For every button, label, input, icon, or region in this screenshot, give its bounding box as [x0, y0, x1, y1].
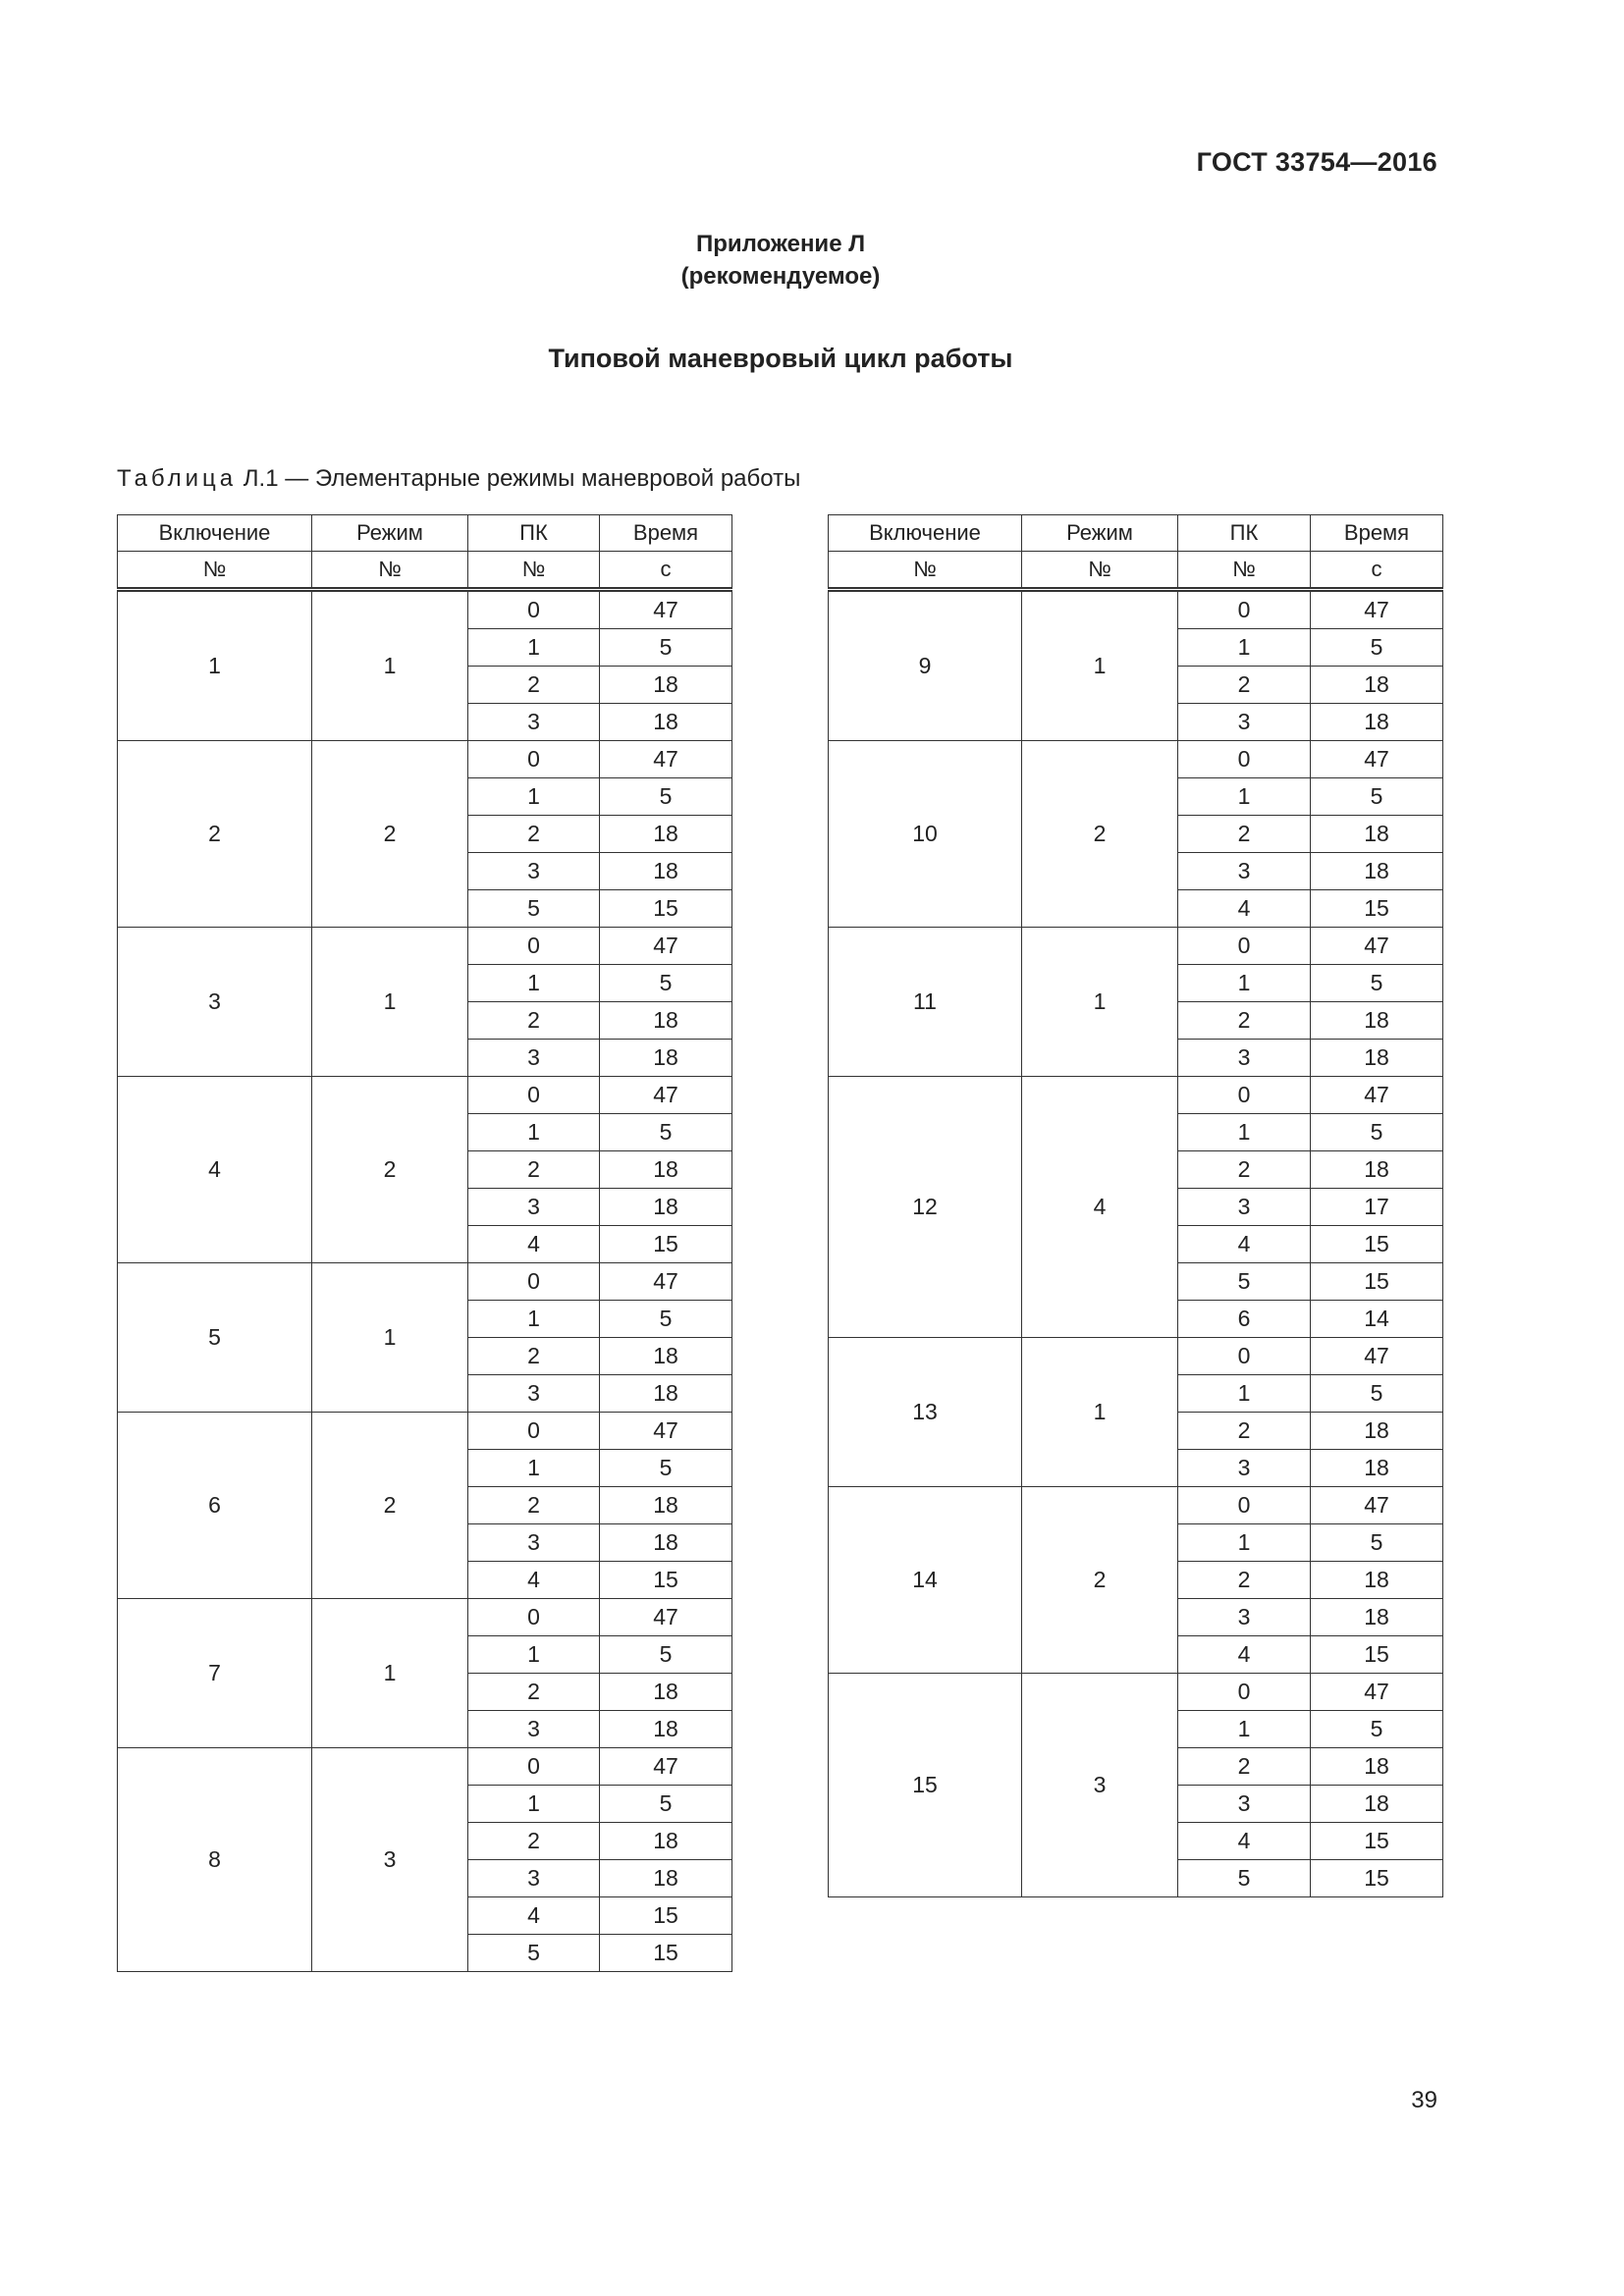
- pk-cell: 4: [1178, 1636, 1311, 1674]
- pk-cell: 2: [1178, 1748, 1311, 1786]
- column-header: ПК: [1178, 515, 1311, 552]
- unit-row: [118, 552, 732, 590]
- pk-cell: 2: [1178, 1002, 1311, 1040]
- column-unit: №: [1022, 552, 1178, 590]
- time-cell: 15: [1311, 1860, 1443, 1897]
- time-cell: 18: [1311, 704, 1443, 741]
- inclusion-cell: 11: [829, 928, 1022, 1077]
- pk-cell: 4: [468, 1226, 600, 1263]
- time-cell: 15: [600, 1897, 732, 1935]
- time-cell: 18: [600, 667, 732, 704]
- column-header: ПК: [468, 515, 600, 552]
- table-row: [118, 1599, 732, 1636]
- column-unit: с: [600, 552, 732, 590]
- pk-cell: 2: [468, 816, 600, 853]
- time-cell: 18: [600, 1151, 732, 1189]
- pk-cell: 4: [468, 1562, 600, 1599]
- pk-cell: 0: [468, 1077, 600, 1114]
- time-cell: 18: [600, 1189, 732, 1226]
- time-cell: 18: [1311, 853, 1443, 890]
- time-cell: 15: [600, 1226, 732, 1263]
- table-row: [829, 741, 1443, 778]
- time-cell: 18: [600, 1002, 732, 1040]
- column-header: Время: [1311, 515, 1443, 552]
- column-unit: с: [1311, 552, 1443, 590]
- table-row: [829, 928, 1443, 965]
- table-row: [118, 1263, 732, 1301]
- time-cell: 18: [1311, 1562, 1443, 1599]
- pk-cell: 1: [1178, 1114, 1311, 1151]
- pk-cell: 0: [1178, 590, 1311, 629]
- time-cell: 18: [1311, 1413, 1443, 1450]
- mode-cell: 2: [312, 741, 468, 928]
- pk-cell: 3: [1178, 1599, 1311, 1636]
- pk-cell: 5: [468, 890, 600, 928]
- time-cell: 47: [600, 1263, 732, 1301]
- pk-cell: 1: [1178, 1711, 1311, 1748]
- pk-cell: 3: [1178, 1189, 1311, 1226]
- column-unit: №: [468, 552, 600, 590]
- appendix-status: (рекомендуемое): [680, 263, 881, 290]
- table-row: [829, 590, 1443, 629]
- time-cell: 18: [600, 1524, 732, 1562]
- time-cell: 18: [1311, 1450, 1443, 1487]
- pk-cell: 2: [1178, 1562, 1311, 1599]
- table-row: [829, 1487, 1443, 1524]
- table-row: [118, 1077, 732, 1114]
- time-cell: 18: [1311, 667, 1443, 704]
- inclusion-cell: 3: [118, 928, 312, 1077]
- time-cell: 18: [600, 853, 732, 890]
- pk-cell: 3: [1178, 1450, 1311, 1487]
- time-cell: 15: [600, 890, 732, 928]
- table-caption-text: Л.1 — Элементарные режимы маневровой работы: [243, 465, 801, 492]
- time-cell: 15: [1311, 1226, 1443, 1263]
- mode-cell: 3: [312, 1748, 468, 1972]
- time-cell: 18: [1311, 1599, 1443, 1636]
- pk-cell: 4: [1178, 1226, 1311, 1263]
- inclusion-cell: 5: [118, 1263, 312, 1413]
- pk-cell: 5: [1178, 1860, 1311, 1897]
- pk-cell: 1: [1178, 1375, 1311, 1413]
- time-cell: 47: [1311, 1487, 1443, 1524]
- time-cell: 18: [600, 1040, 732, 1077]
- time-cell: 18: [1311, 1748, 1443, 1786]
- time-cell: 47: [1311, 1077, 1443, 1114]
- pk-cell: 3: [1178, 1786, 1311, 1823]
- table-row: [118, 1413, 732, 1450]
- time-cell: 18: [1311, 1786, 1443, 1823]
- inclusion-cell: 12: [829, 1077, 1022, 1338]
- inclusion-cell: 13: [829, 1338, 1022, 1487]
- time-cell: 15: [1311, 1823, 1443, 1860]
- time-cell: 47: [1311, 1338, 1443, 1375]
- inclusion-cell: 15: [829, 1674, 1022, 1897]
- time-cell: 47: [600, 1077, 732, 1114]
- section-title: Типовой маневровый цикл работы: [548, 344, 1013, 373]
- table-row: [829, 1077, 1443, 1114]
- time-cell: 18: [1311, 1151, 1443, 1189]
- time-cell: 5: [600, 1450, 732, 1487]
- time-cell: 5: [600, 629, 732, 667]
- table-right-body: [829, 590, 1443, 1897]
- inclusion-cell: 2: [118, 741, 312, 928]
- inclusion-cell: 7: [118, 1599, 312, 1748]
- mode-cell: 1: [1022, 928, 1178, 1077]
- appendix-heading: [0, 228, 1561, 293]
- mode-cell: 1: [312, 928, 468, 1077]
- pk-cell: 2: [468, 1823, 600, 1860]
- column-unit: №: [1178, 552, 1311, 590]
- time-cell: 18: [600, 1860, 732, 1897]
- time-cell: 47: [600, 1413, 732, 1450]
- pk-cell: 1: [468, 1114, 600, 1151]
- mode-cell: 1: [312, 590, 468, 741]
- pk-cell: 3: [468, 1375, 600, 1413]
- pk-cell: 4: [1178, 1823, 1311, 1860]
- pk-cell: 1: [1178, 629, 1311, 667]
- pk-cell: 1: [468, 1301, 600, 1338]
- pk-cell: 2: [1178, 1413, 1311, 1450]
- column-header: Время: [600, 515, 732, 552]
- pk-cell: 1: [468, 1786, 600, 1823]
- time-cell: 47: [600, 1599, 732, 1636]
- column-unit: №: [312, 552, 468, 590]
- time-cell: 5: [600, 965, 732, 1002]
- time-cell: 47: [600, 741, 732, 778]
- pk-cell: 0: [468, 1748, 600, 1786]
- table-caption-label: Таблица: [117, 465, 238, 492]
- time-cell: 18: [600, 1487, 732, 1524]
- time-cell: 5: [1311, 629, 1443, 667]
- pk-cell: 0: [1178, 741, 1311, 778]
- inclusion-cell: 8: [118, 1748, 312, 1972]
- inclusion-cell: 6: [118, 1413, 312, 1599]
- mode-cell: 1: [1022, 590, 1178, 741]
- table-right: [828, 514, 1443, 1897]
- header-row: [118, 515, 732, 552]
- time-cell: 47: [1311, 1674, 1443, 1711]
- time-cell: 17: [1311, 1189, 1443, 1226]
- pk-cell: 2: [1178, 667, 1311, 704]
- time-cell: 47: [1311, 741, 1443, 778]
- time-cell: 5: [600, 1301, 732, 1338]
- time-cell: 18: [600, 704, 732, 741]
- time-cell: 5: [600, 778, 732, 816]
- pk-cell: 3: [1178, 1040, 1311, 1077]
- pk-cell: 4: [1178, 890, 1311, 928]
- pk-cell: 1: [468, 778, 600, 816]
- table-row: [118, 928, 732, 965]
- time-cell: 5: [600, 1786, 732, 1823]
- table-left: [117, 514, 732, 1972]
- table-row: [118, 741, 732, 778]
- pk-cell: 1: [468, 1450, 600, 1487]
- time-cell: 18: [600, 1674, 732, 1711]
- time-cell: 18: [1311, 816, 1443, 853]
- pk-cell: 1: [1178, 965, 1311, 1002]
- pk-cell: 3: [468, 1189, 600, 1226]
- table-caption: [117, 465, 800, 493]
- pk-cell: 0: [1178, 1338, 1311, 1375]
- time-cell: 47: [1311, 590, 1443, 629]
- time-cell: 15: [1311, 890, 1443, 928]
- time-cell: 47: [600, 1748, 732, 1786]
- inclusion-cell: 10: [829, 741, 1022, 928]
- pk-cell: 2: [468, 667, 600, 704]
- pk-cell: 2: [468, 1002, 600, 1040]
- unit-row: [829, 552, 1443, 590]
- pk-cell: 1: [468, 1636, 600, 1674]
- pk-cell: 1: [468, 629, 600, 667]
- mode-cell: 2: [312, 1413, 468, 1599]
- header-row: [829, 515, 1443, 552]
- table-row: [118, 1748, 732, 1786]
- time-cell: 18: [1311, 1040, 1443, 1077]
- inclusion-cell: 14: [829, 1487, 1022, 1674]
- pk-cell: 3: [468, 1040, 600, 1077]
- time-cell: 5: [1311, 965, 1443, 1002]
- mode-cell: 3: [1022, 1674, 1178, 1897]
- pk-cell: 1: [1178, 778, 1311, 816]
- pk-cell: 3: [468, 704, 600, 741]
- time-cell: 5: [1311, 1711, 1443, 1748]
- column-header: Режим: [1022, 515, 1178, 552]
- inclusion-cell: 4: [118, 1077, 312, 1263]
- pk-cell: 2: [468, 1338, 600, 1375]
- time-cell: 18: [600, 1375, 732, 1413]
- table-left-body: [118, 590, 732, 1972]
- pk-cell: 5: [1178, 1263, 1311, 1301]
- time-cell: 5: [600, 1636, 732, 1674]
- time-cell: 47: [600, 590, 732, 629]
- time-cell: 18: [1311, 1002, 1443, 1040]
- time-cell: 15: [600, 1935, 732, 1972]
- time-cell: 15: [600, 1562, 732, 1599]
- time-cell: 5: [1311, 778, 1443, 816]
- time-cell: 15: [1311, 1636, 1443, 1674]
- column-unit: №: [829, 552, 1022, 590]
- time-cell: 14: [1311, 1301, 1443, 1338]
- column-header: Включение: [118, 515, 312, 552]
- pk-cell: 3: [468, 1711, 600, 1748]
- pk-cell: 0: [468, 590, 600, 629]
- table-row: [829, 1338, 1443, 1375]
- column-unit: №: [118, 552, 312, 590]
- mode-cell: 1: [312, 1263, 468, 1413]
- time-cell: 5: [600, 1114, 732, 1151]
- pk-cell: 6: [1178, 1301, 1311, 1338]
- appendix-title: Приложение Л: [695, 231, 866, 257]
- column-header: Режим: [312, 515, 468, 552]
- pk-cell: 0: [468, 741, 600, 778]
- time-cell: 18: [600, 816, 732, 853]
- pk-cell: 3: [1178, 853, 1311, 890]
- pk-cell: 3: [468, 1524, 600, 1562]
- mode-cell: 2: [1022, 1487, 1178, 1674]
- pk-cell: 3: [468, 1860, 600, 1897]
- time-cell: 5: [1311, 1114, 1443, 1151]
- mode-cell: 1: [312, 1599, 468, 1748]
- time-cell: 18: [600, 1338, 732, 1375]
- pk-cell: 0: [468, 1599, 600, 1636]
- pk-cell: 0: [468, 928, 600, 965]
- inclusion-cell: 1: [118, 590, 312, 741]
- pk-cell: 1: [1178, 1524, 1311, 1562]
- pk-cell: 0: [1178, 1487, 1311, 1524]
- pk-cell: 4: [468, 1897, 600, 1935]
- table-row: [118, 590, 732, 629]
- page-number: 39: [1411, 2087, 1437, 2113]
- time-cell: 18: [600, 1823, 732, 1860]
- pk-cell: 5: [468, 1935, 600, 1972]
- time-cell: 47: [1311, 928, 1443, 965]
- mode-cell: 1: [1022, 1338, 1178, 1487]
- time-cell: 15: [1311, 1263, 1443, 1301]
- pk-cell: 2: [1178, 816, 1311, 853]
- pk-cell: 3: [1178, 704, 1311, 741]
- pk-cell: 0: [468, 1413, 600, 1450]
- column-header: Включение: [829, 515, 1022, 552]
- inclusion-cell: 9: [829, 590, 1022, 741]
- pk-cell: 2: [468, 1487, 600, 1524]
- time-cell: 5: [1311, 1375, 1443, 1413]
- mode-cell: 4: [1022, 1077, 1178, 1338]
- pk-cell: 0: [1178, 1077, 1311, 1114]
- pk-cell: 2: [468, 1151, 600, 1189]
- mode-cell: 2: [1022, 741, 1178, 928]
- pk-cell: 1: [468, 965, 600, 1002]
- pk-cell: 2: [1178, 1151, 1311, 1189]
- table-row: [829, 1674, 1443, 1711]
- pk-cell: 2: [468, 1674, 600, 1711]
- mode-cell: 2: [312, 1077, 468, 1263]
- time-cell: 5: [1311, 1524, 1443, 1562]
- pk-cell: 0: [468, 1263, 600, 1301]
- standard-code: ГОСТ 33754—2016: [1196, 147, 1437, 177]
- pk-cell: 0: [1178, 928, 1311, 965]
- pk-cell: 3: [468, 853, 600, 890]
- time-cell: 47: [600, 928, 732, 965]
- time-cell: 18: [600, 1711, 732, 1748]
- pk-cell: 0: [1178, 1674, 1311, 1711]
